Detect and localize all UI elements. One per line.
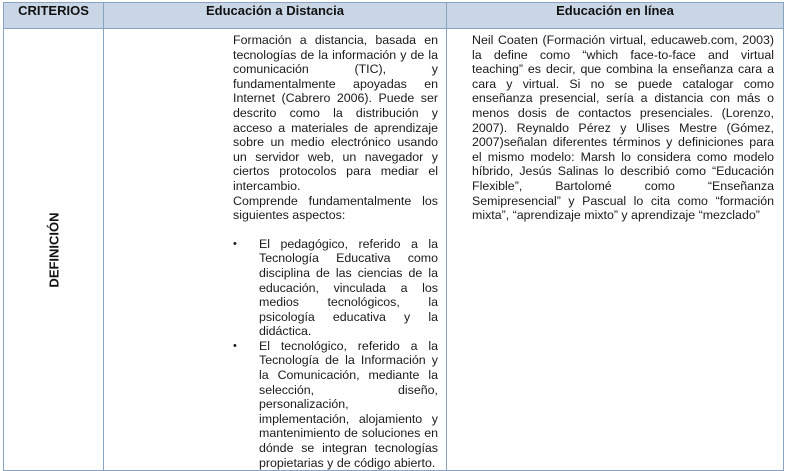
header-educacion-distancia: Educación a Distancia (104, 3, 447, 29)
bullet-icon: • (233, 339, 237, 352)
list-item (233, 237, 438, 339)
row-label-cell (4, 29, 104, 471)
bullet-tecnologico: El tecnológico, referido a la Tecnología de la Información y la Comunicación, mediante la selección, diseño, personalización, implementación, alojamiento y mantenimiento de soluciones en dónde se integran tecnologías propietarias y de código abierto. (259, 338, 438, 470)
linea-definition: Neil Coaten (Formación virtual, educaweb.com, 2003) la define como “which face-to-face and virtual teaching” es decir, que combina la enseñanza cara a cara y virtual. Si no se puede catalogar como enseñanza presencial, sería a distancia con más o menos dosis de contactos presenciales. (Lorenzo, 2007). Reynaldo Pérez y Ulises Mestre (Gómez, 2007)señalan diferentes términos y definiciones para el mismo modelo: Marsh lo considera como modelo híbrido, Jesús Salinas lo describió como “Educación Flexible”, Bartolomé como “Enseñanza Semipresencial” y Pascual lo cita como “formación mixta”, “aprendizaje mixto” y aprendizaje “mezclado” (472, 33, 774, 223)
header-educacion-linea: Educación en línea (447, 3, 784, 29)
header-row (4, 3, 784, 29)
row-label-definicion: DEFINICIÓN (46, 212, 61, 288)
definicion-row (4, 29, 784, 471)
bullet-pedagogico: El pedagógico, referido a la Tecnología Educativa como disciplina de las ciencias de la educación, vinculada a los medios tecnológicos, la psicología educativa y la didáctica. (259, 236, 438, 339)
header-criterios: CRITERIOS (4, 3, 104, 29)
bullet-icon: • (233, 237, 237, 250)
distancia-lead: Comprende fundamentalmente los siguientes aspectos: (233, 193, 438, 223)
distancia-cell (104, 29, 447, 471)
list-item (233, 339, 438, 470)
linea-cell (447, 29, 784, 471)
comparison-table (3, 2, 784, 471)
distancia-intro: Formación a distancia, basada en tecnologías de la información y de la comunicación (TIC), y fundamentalmente apoyadas en Internet (Cabrero 2006). Puede ser descrito como la distribución y acceso a materiales de aprendizaje sobre un medio electrónico usando un servidor web, un navegador y ciertos protocolos para mediar el intercambio. (233, 33, 438, 193)
